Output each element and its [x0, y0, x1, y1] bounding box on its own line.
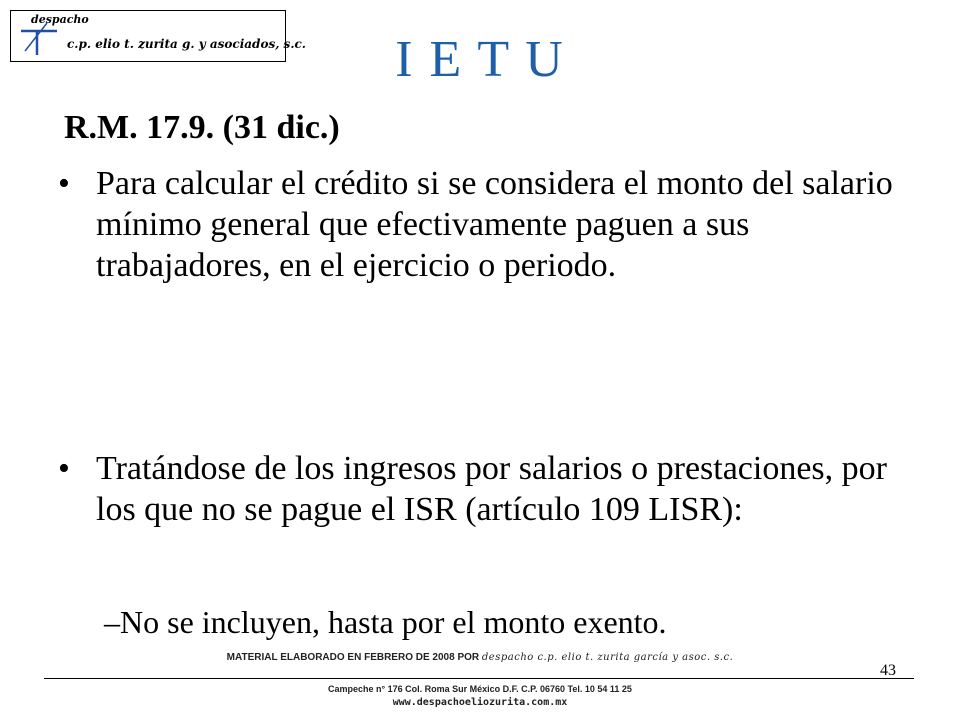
page-number: 43 [880, 662, 896, 679]
slide-title: I E T U [395, 31, 565, 88]
footer-website: www.despachoeliozurita.com.mx [392, 697, 568, 708]
footer-divider [44, 678, 914, 679]
logo-word: despacho [31, 13, 89, 26]
bullet-text: Para calcular el crédito si se considera el monto del salario mínimo general que efectivamente paguen a sus trabajadores, en el ejercicio o periodo. [96, 165, 893, 284]
sub-bullet-text: –No se incluyen, hasta por el monto exento. [104, 604, 667, 640]
bullet-dot: • [58, 450, 70, 487]
footer-address: Campeche n° 176 Col. Roma Sur México D.F. C.P. 06760 Tel. 10 54 11 25 [328, 684, 632, 694]
footer-credit [0, 652, 960, 663]
bullet-item [58, 164, 918, 286]
logo-tagline: c.p. elio t. zurita g. y asociados, s.c. [67, 37, 306, 51]
bullet-text: Tratándose de los ingresos por salarios o prestaciones, por los que no se pague el ISR (artículo 109 LISR): [96, 450, 887, 528]
bullet-dot: • [58, 165, 70, 202]
footer-material: MATERIAL ELABORADO EN FEBRERO DE 2008 POR [226, 652, 480, 663]
slide-heading: R.M. 17.9. (31 dic.) [64, 109, 340, 146]
footer-signature: despacho c.p. elio t. zurita garcía y asoc. s.c. [481, 652, 734, 663]
bullet-item [58, 449, 918, 531]
